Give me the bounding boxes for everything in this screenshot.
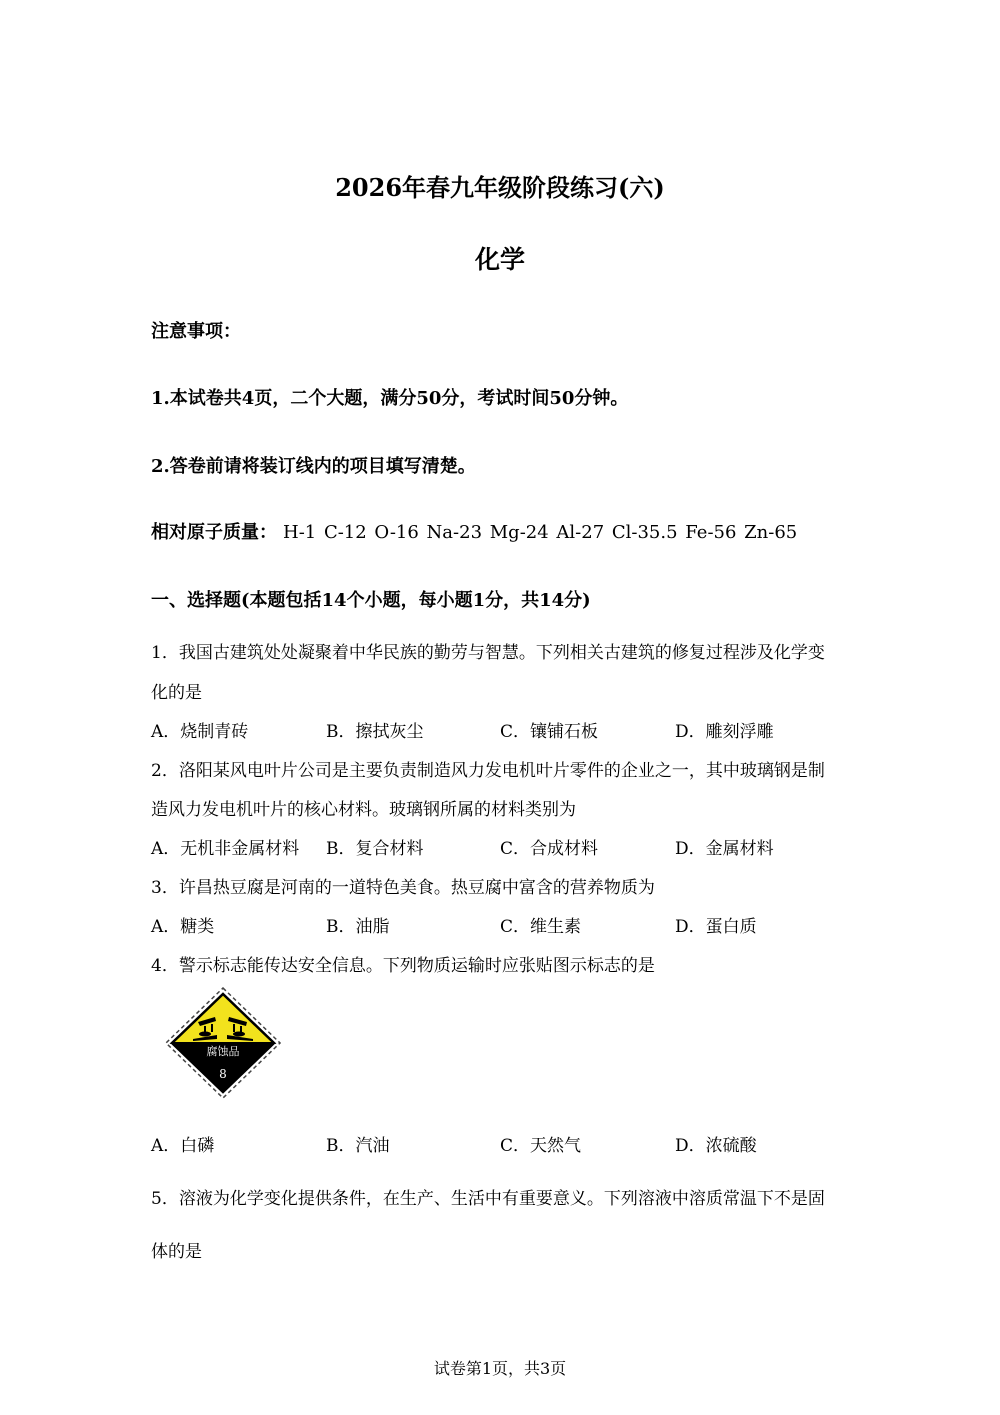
question-1-line-2: 化的是 (151, 683, 202, 703)
sign-label: 腐蚀品 (206, 1045, 240, 1058)
option-d[interactable]: D．金属材料 (675, 839, 774, 859)
note-item-2: 2.答卷前请将装订线内的项目填写清楚。 (151, 456, 476, 477)
question-3-line-1: 3．许昌热豆腐是河南的一道特色美食。热豆腐中富含的营养物质为 (151, 878, 655, 898)
atomic-mass-line (151, 518, 797, 544)
option-c[interactable]: C．天然气 (500, 1136, 582, 1156)
question-5-line-2: 体的是 (151, 1242, 202, 1262)
page-footer: 试卷第1页，共3页 (433, 1359, 567, 1378)
option-d[interactable]: D．雕刻浮雕 (675, 722, 774, 742)
corrosive-hazard-sign (165, 987, 281, 1099)
option-c[interactable]: C．维生素 (500, 917, 582, 937)
atomic-mass-label: 相对原子质量： (151, 522, 277, 543)
option-d[interactable]: D．蛋白质 (675, 917, 757, 937)
question-2-options (151, 834, 851, 858)
question-2-line-1: 2．洛阳某风电叶片公司是主要负责制造风力发电机叶片零件的企业之一，其中玻璃钢是制 (151, 761, 825, 781)
question-4-line-1: 4．警示标志能传达安全信息。下列物质运输时应张贴图示标志的是 (151, 956, 655, 976)
corrosive-hazard-icon (165, 987, 281, 1099)
section-heading: 一、选择题(本题包括14个小题，每小题1分，共14分) (151, 590, 591, 611)
option-c[interactable]: C．合成材料 (500, 839, 599, 859)
notes-heading: 注意事项： (151, 321, 241, 342)
question-5-line-1: 5．溶液为化学变化提供条件，在生产、生活中有重要意义。下列溶液中溶质常温下不是固 (151, 1189, 825, 1209)
option-b[interactable]: B．擦拭灰尘 (326, 722, 424, 742)
option-b[interactable]: B．汽油 (326, 1136, 390, 1156)
question-4-options (151, 1131, 851, 1155)
option-a[interactable]: A．白磷 (151, 1136, 215, 1156)
atomic-mass-values: H-1 C-12 O-16 Na-23 Mg-24 Al-27 Cl-35.5 Fe-56 Zn-65 (283, 522, 798, 543)
option-b[interactable]: B．油脂 (326, 917, 390, 937)
note-item-1: 1.本试卷共4页，二个大题，满分50分，考试时间50分钟。 (151, 388, 629, 409)
option-a[interactable]: A．无机非金属材料 (151, 839, 300, 859)
option-c[interactable]: C．镶铺石板 (500, 722, 599, 742)
option-b[interactable]: B．复合材料 (326, 839, 424, 859)
question-1-line-1: 1．我国古建筑处处凝聚着中华民族的勤劳与智慧。下列相关古建筑的修复过程涉及化学变 (151, 643, 825, 663)
subject-title: 化学 (474, 245, 525, 274)
question-3-options (151, 912, 851, 936)
option-a[interactable]: A．糖类 (151, 917, 215, 937)
option-a[interactable]: A．烧制青砖 (151, 722, 249, 742)
exam-title: 2026年春九年级阶段练习(六) (335, 173, 665, 202)
option-d[interactable]: D．浓硫酸 (675, 1136, 757, 1156)
sign-number: 8 (219, 1067, 227, 1081)
question-2-line-2: 造风力发电机叶片的核心材料。玻璃钢所属的材料类别为 (151, 800, 576, 820)
question-1-options (151, 717, 851, 741)
